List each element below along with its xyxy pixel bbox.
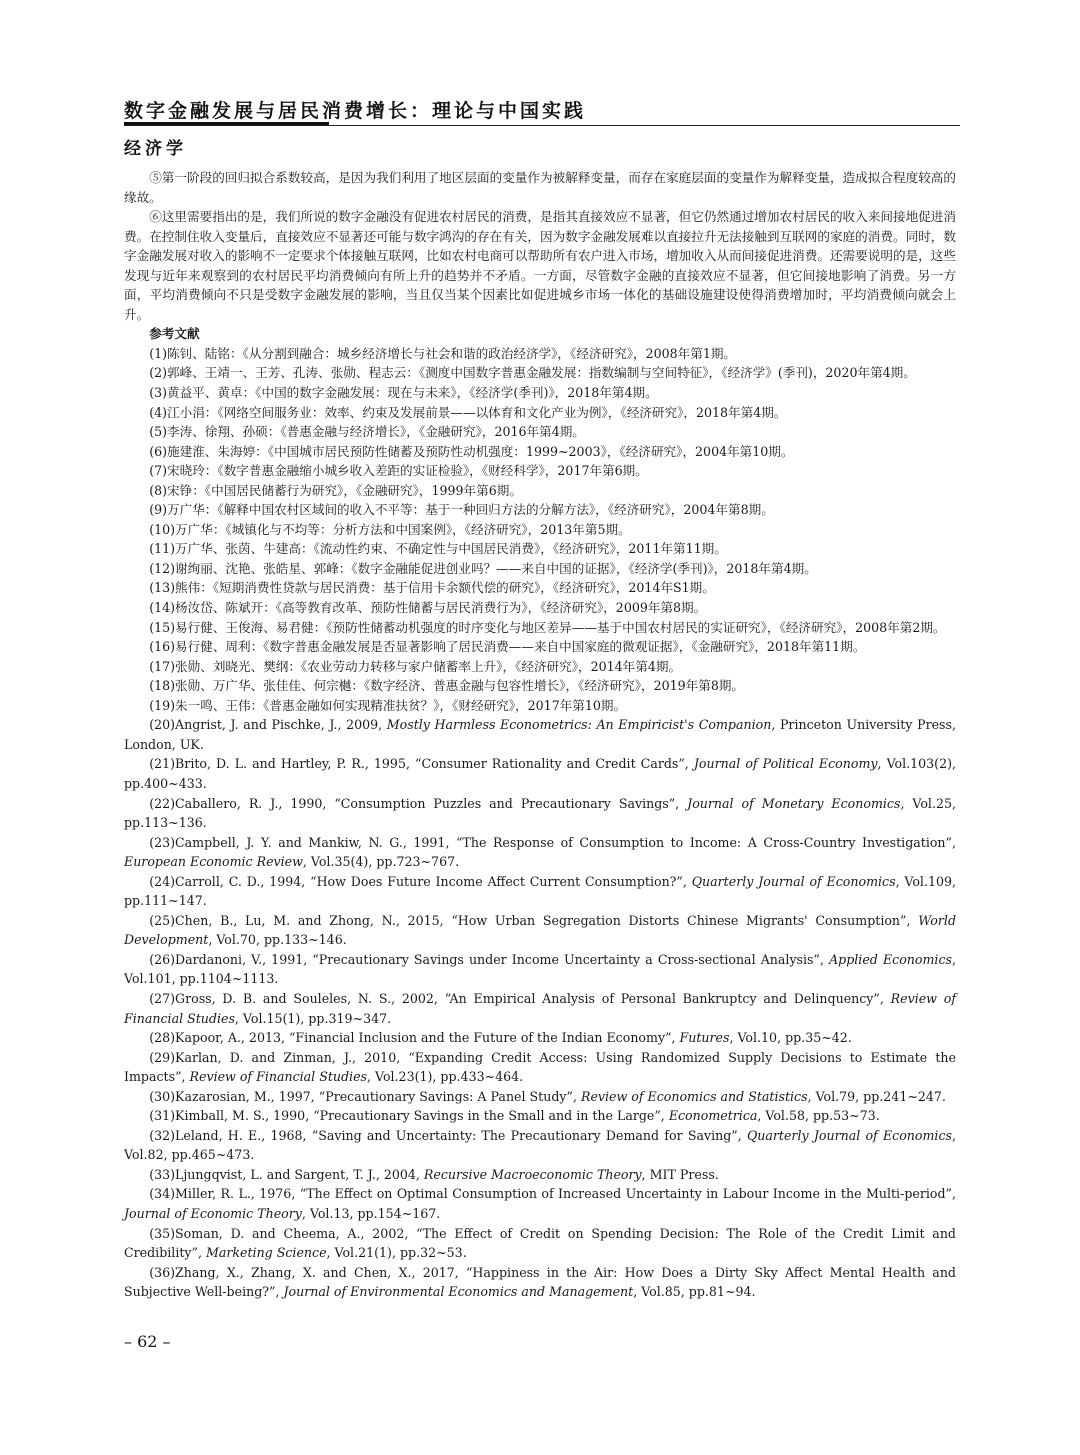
reference-details: , Vol.109, pp.111~147.	[124, 873, 957, 909]
reference-text: (17)张勋、刘晓光、樊纲：《农业劳动力转移与家户储蓄率上升》，《经济研究》，2014年第4期。	[149, 658, 682, 674]
reference-item	[124, 794, 956, 833]
reference-details: , Vol.85, pp.81~94.	[633, 1284, 756, 1300]
reference-item	[124, 422, 956, 442]
reference-text: (12)谢绚丽、沈艳、张皓星、郭峰：《数字金融能促进创业吗？——来自中国的证据》，《经济学(季刊)》，2018年第4期。	[149, 560, 817, 576]
reference-item	[124, 950, 956, 989]
reference-details: , Vol.58, pp.53~73.	[757, 1108, 880, 1124]
reference-source-title: Quarterly Journal of Economics	[691, 873, 896, 889]
reference-item	[124, 383, 956, 403]
reference-source-title: Journal of Environmental Economics and Management	[283, 1284, 634, 1300]
reference-details: , Vol.103(2), pp.400~433.	[124, 756, 956, 791]
reference-item	[124, 989, 956, 1028]
running-header-title: 数字金融发展与居民消费增长：理论与中国实践	[124, 100, 587, 122]
reference-details: , Vol.35(4), pp.723~767.	[302, 854, 460, 870]
reference-item	[124, 344, 956, 364]
reference-text: (22)Caballero, R. J., 1990, “Consumption Puzzles and Precautionary Savings”,	[149, 795, 688, 811]
reference-item	[124, 657, 956, 677]
reference-details: , Vol.21(1), pp.32~53.	[326, 1245, 467, 1261]
reference-text: (15)易行健、王俊海、易君健：《预防性储蓄动机强度的时序变化与地区差异——基于中国农村居民的实证研究》，《经济研究》，2008年第2期。	[149, 619, 946, 635]
reference-item	[124, 696, 956, 716]
reference-source-title: Mostly Harmless Econometrics: An Empiricist's Companion	[386, 717, 772, 733]
footnote-5: ⑤第一阶段的回归拟合系数较高，是因为我们利用了地区层面的变量作为被解释变量，而存在家庭层面的变量作为解释变量，造成拟合程度较高的缘故。	[124, 170, 956, 205]
reference-text: (3)黄益平、黄卓：《中国的数字金融发展：现在与未来》，《经济学(季刊)》，2018年第4期。	[149, 385, 658, 401]
reference-item	[124, 598, 956, 618]
reference-text: (16)易行健、周利：《数字普惠金融发展是否显著影响了居民消费——来自中国家庭的微观证据》，《金融研究》，2018年第11期。	[149, 639, 866, 655]
reference-text: (11)万广华、张茵、牛建高：《流动性约束、不确定性与中国居民消费》，《经济研究》，2011年第11期。	[149, 541, 727, 557]
reference-item	[124, 1087, 956, 1107]
reference-text: (20)Angrist, J. and Pischke, J., 2009,	[149, 717, 387, 733]
reference-item	[124, 539, 956, 559]
reference-item	[124, 833, 956, 872]
reference-text: (33)Ljungqvist, L. and Sargent, T. J., 2004,	[149, 1166, 424, 1182]
reference-details: , Princeton University Press, London, UK.	[124, 717, 956, 752]
reference-item	[124, 481, 956, 501]
reference-text: (13)熊伟：《短期消费性贷款与居民消费：基于信用卡余额代偿的研究》，《经济研究》，2014年S1期。	[149, 580, 715, 596]
reference-source-title: Journal of Economic Theory	[124, 1205, 302, 1221]
reference-item	[124, 1126, 956, 1165]
reference-source-title: Applied Economics	[829, 951, 952, 967]
reference-source-title: Journal of Political Economy	[693, 756, 878, 772]
reference-text: (36)Zhang, X., Zhang, X. and Chen, X., 2017, “Happiness in the Air: How Does a Dirty Sky Affect Mental Health and Subjective Well-being?”,	[124, 1264, 956, 1300]
reference-item	[124, 911, 956, 950]
reference-item	[124, 872, 956, 911]
reference-text: (26)Dardanoni, V., 1991, “Precautionary Savings under Income Uncertainty a Cross-sectional Analysis”,	[149, 951, 830, 967]
reference-text: (29)Karlan, D. and Zinman, J., 2010, “Expanding Credit Access: Using Randomized Supply Decisions to Estimate the Impacts”,	[124, 1049, 956, 1085]
reference-item	[124, 715, 956, 754]
reference-details: , Vol.101, pp.1104~1113.	[124, 951, 956, 987]
reference-details: , Vol.23(1), pp.433~464.	[367, 1069, 524, 1085]
reference-text: (21)Brito, D. L. and Hartley, P. R., 1995, “Consumer Rationality and Credit Cards”,	[149, 756, 694, 772]
reference-details: , Vol.25, pp.113~136.	[124, 795, 956, 831]
reference-details: , Vol.15(1), pp.319~347.	[234, 1010, 392, 1026]
reference-text: (6)施建淮、朱海婷：《中国城市居民预防性储蓄及预防性动机强度：1999~2003》，《经济研究》，2004年第10期。	[149, 443, 794, 459]
reference-source-title: Econometrica	[668, 1108, 758, 1124]
reference-text: (14)杨汝岱、陈斌开：《高等教育改革、预防性储蓄与居民消费行为》，《经济研究》，2009年第8期。	[149, 600, 707, 616]
reference-text: (31)Kimball, M. S., 1990, “Precautionary Savings in the Small and in the Large”,	[149, 1108, 669, 1124]
header-rule	[124, 125, 960, 126]
reference-source-title: Journal of Monetary Economics	[687, 795, 901, 811]
reference-item	[124, 1263, 956, 1302]
reference-item	[124, 363, 956, 383]
reference-item	[124, 618, 956, 638]
section-label: 经济学	[124, 139, 187, 159]
reference-details: , Vol.82, pp.465~473.	[124, 1127, 956, 1163]
reference-text: (7)宋晓玲：《数字普惠金融缩小城乡收入差距的实证检验》，《财经科学》，2017年第6期。	[149, 463, 648, 479]
reference-details: , Vol.10, pp.35~42.	[729, 1030, 852, 1046]
reference-text: (25)Chen, B., Lu, M. and Zhong, N., 2015, “How Urban Segregation Distorts Chinese Migrants' Consumption”,	[149, 912, 919, 928]
reference-text: (9)万广华：《解释中国农村区域间的收入不平等：基于一种回归方法的分解方法》，《经济研究》，2004年第8期。	[149, 502, 774, 518]
reference-text: (34)Miller, R. L., 1976, “The Effect on Optimal Consumption of Increased Uncertainty in Labour Income in the Multi-period”,	[149, 1186, 956, 1202]
reference-item	[124, 559, 956, 579]
reference-text: (19)朱一鸣、王伟：《普惠金融如何实现精准扶贫？》，《财经研究》，2017年第10期。	[149, 697, 627, 713]
reference-source-title: European Economic Review	[124, 854, 303, 870]
reference-item	[124, 676, 956, 696]
reference-item	[124, 578, 956, 598]
reference-item	[124, 520, 956, 540]
reference-text: (28)Kapoor, A., 2013, “Financial Inclusion and the Future of the Indian Economy”,	[149, 1030, 680, 1046]
reference-text: (18)张勋、万广华、张佳佳、何宗樾：《数字经济、普惠金融与包容性增长》，《经济研究》，2019年第8期。	[149, 678, 745, 694]
body-content	[124, 168, 956, 1302]
reference-source-title: Futures	[679, 1030, 730, 1046]
reference-text: (8)宋铮：《中国居民储蓄行为研究》，《金融研究》，1999年第6期。	[149, 482, 522, 498]
reference-text: (2)郭峰、王靖一、王芳、孔涛、张勋、程志云：《测度中国数字普惠金融发展：指数编制与空间特征》，《经济学》(季刊)，2020年第4期。	[149, 365, 916, 381]
reference-text: (35)Soman, D. and Cheema, A., 2002, “The Effect of Credit on Spending Decision: The Role of the Credit Limit and Credibility”,	[124, 1225, 956, 1261]
reference-item	[124, 1165, 956, 1185]
footnote-6: ⑥这里需要指出的是，我们所说的数字金融没有促进农村居民的消费，是指其直接效应不显著，但它仍然通过增加农村居民的收入来间接地促进消费。在控制住收入变量后，直接效应不显著还可能与数字鸿沟的存在有关，因为数字金融发展难以直接拉升无法接触到互联网的家庭的消费。同时，数字金融发展对收入的影响不一定要求个体接触互联网，比如农村电商可以帮助所有农户进入市场，增加收入从而间接促进消费。还需要说明的是，这些发现与近年来观察到的农村居民平均消费倾向有所上升的趋势并不矛盾。一方面，尽管数字金融的直接效应不显著，但它间接地影响了消费。另一方面，平均消费倾向不只是受数字金融发展的影响，当且仅当某个因素比如促进城乡市场一体化的基础设施建设使得消费增加时，平均消费倾向就会上升。	[124, 209, 956, 322]
reference-item	[124, 754, 956, 793]
reference-item	[124, 461, 956, 481]
reference-source-title: Marketing Science	[205, 1245, 327, 1261]
reference-item	[124, 403, 956, 423]
reference-item	[124, 1224, 956, 1263]
reference-text: (4)江小涓：《网络空间服务业：效率、约束及发展前景——以体育和文化产业为例》，《经济研究》，2018年第4期。	[149, 404, 787, 420]
reference-details: , Vol.70, pp.133~146.	[208, 932, 347, 948]
references-heading: 参考文献	[149, 326, 200, 342]
reference-text: (5)李涛、徐翔、孙硕：《普惠金融与经济增长》，《金融研究》，2016年第4期。	[149, 424, 585, 440]
reference-item	[124, 1184, 956, 1223]
reference-text: (30)Kazarosian, M., 1997, “Precautionary Savings: A Panel Study”,	[149, 1088, 581, 1104]
reference-text: (1)陈钊、陆铭：《从分割到融合：城乡经济增长与社会和谐的政治经济学》，《经济研究》，2008年第1期。	[149, 345, 737, 361]
reference-text: (27)Gross, D. B. and Souleles, N. S., 2002, “An Empirical Analysis of Personal Bankruptcy and Delinquency”,	[149, 990, 891, 1006]
reference-source-title: World Development	[124, 912, 956, 948]
reference-details: , Vol.79, pp.241~247.	[807, 1088, 946, 1104]
reference-source-title: Quarterly Journal of Economics	[746, 1127, 952, 1143]
reference-item	[124, 637, 956, 657]
page-number: – 62 –	[124, 1332, 171, 1351]
reference-text: (10)万广华：《城镇化与不均等：分析方法和中国案例》，《经济研究》，2013年第5期。	[149, 521, 631, 537]
reference-list	[124, 344, 956, 1302]
reference-source-title: Review of Economics and Statistics	[580, 1088, 808, 1104]
reference-details: , MIT Press.	[641, 1166, 719, 1182]
reference-source-title: Review of Financial Studies	[189, 1069, 367, 1085]
reference-item	[124, 442, 956, 462]
reference-item	[124, 1048, 956, 1087]
reference-item	[124, 500, 956, 520]
reference-details: , Vol.13, pp.154~167.	[301, 1205, 441, 1221]
reference-item	[124, 1106, 956, 1126]
reference-text: (32)Leland, H. E., 1968, “Saving and Uncertainty: The Precautionary Demand for Saving”,	[149, 1127, 747, 1143]
reference-source-title: Recursive Macroeconomic Theory	[423, 1166, 642, 1182]
reference-text: (24)Carroll, C. D., 1994, “How Does Future Income Affect Current Consumption?”,	[149, 873, 692, 889]
reference-text: (23)Campbell, J. Y. and Mankiw, N. G., 1991, “The Response of Consumption to Income: A Cross-Country Investigation”,	[149, 834, 956, 850]
reference-source-title: Review of Financial Studies	[124, 990, 956, 1026]
reference-item	[124, 1028, 956, 1048]
